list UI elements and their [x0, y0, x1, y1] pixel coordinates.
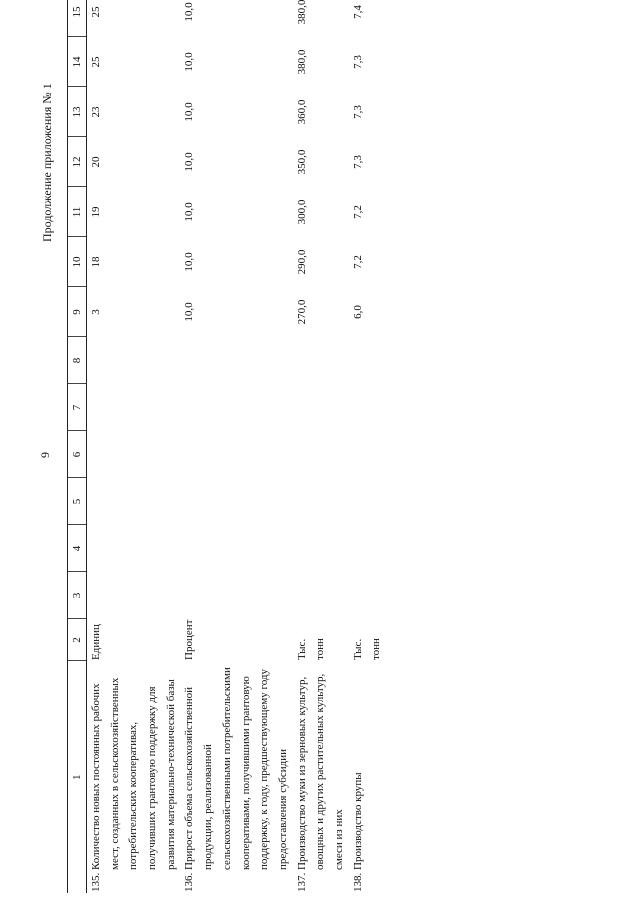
value-cell: 10,0: [183, 152, 196, 172]
header-cell: 4: [68, 525, 87, 572]
indicator-name: Количество новых постоянных рабочих мест, созданных в сельскохозяйственных потребительских кооперативах, получивших грантовую поддержку для развития материально-технической базы: [90, 677, 177, 870]
value-cell: [87, 572, 181, 619]
value-cell: [349, 384, 386, 431]
value-cell: [180, 384, 292, 431]
unit-cell: Тыс. тонн: [295, 638, 327, 660]
value-cell: [180, 478, 292, 525]
value-cell: 7,2: [351, 255, 364, 269]
header-cell: 11: [68, 187, 87, 237]
value-cell: 20: [90, 156, 102, 168]
header-cell: 6: [68, 431, 87, 478]
value-cell: 10,0: [183, 102, 196, 122]
unit-cell: Процент: [183, 619, 196, 660]
header-cell: 12: [68, 137, 87, 187]
value-cell: [180, 431, 292, 478]
value-cell: 10,0: [183, 52, 196, 72]
value-cell: [180, 525, 292, 572]
value-cell: [87, 525, 181, 572]
value-cell: 7,3: [351, 105, 364, 119]
header-cell: 15: [68, 0, 87, 37]
indicator-name: Производство крупы: [351, 772, 364, 870]
value-cell: 7,3: [351, 55, 364, 69]
table-row: [180, 0, 292, 893]
value-cell: [349, 431, 386, 478]
value-cell: [293, 431, 349, 478]
indicators-table-wrapper: [67, 0, 637, 893]
value-cell: 25: [90, 6, 102, 18]
value-cell: 23: [90, 106, 102, 118]
value-cell: 25: [90, 56, 102, 68]
table-row: [87, 0, 181, 893]
value-cell: 7,4: [351, 5, 364, 19]
row-number: 138.: [351, 872, 364, 892]
table-row: [293, 0, 349, 893]
value-cell: [349, 337, 386, 384]
header-cell: 9: [68, 287, 87, 337]
value-cell: 290,0: [295, 249, 308, 275]
value-cell: [349, 478, 386, 525]
value-cell: [293, 478, 349, 525]
value-cell: [349, 525, 386, 572]
value-cell: 360,0: [295, 99, 308, 125]
header-cell: 7: [68, 384, 87, 431]
unit-cell: Тыс. тонн: [351, 638, 383, 660]
value-cell: [87, 337, 181, 384]
value-cell: [87, 384, 181, 431]
value-cell: [87, 478, 181, 525]
value-cell: 7,3: [351, 155, 364, 169]
continuation-caption: Продолжение приложения № 1: [40, 83, 54, 242]
value-cell: 3: [90, 309, 102, 315]
value-cell: 10,0: [183, 252, 196, 272]
header-cell: 3: [68, 572, 87, 619]
value-cell: [180, 337, 292, 384]
value-cell: [293, 337, 349, 384]
value-cell: [349, 572, 386, 619]
value-cell: 380,0: [295, 49, 308, 75]
indicator-name: Производство муки из зерновых культур, овощных и других растительных культур, смеси из них: [295, 673, 345, 870]
value-cell: 7,2: [351, 205, 364, 219]
header-row: [68, 0, 87, 893]
value-cell: [293, 525, 349, 572]
unit-cell: Единиц: [90, 624, 102, 660]
header-cell: 13: [68, 87, 87, 137]
header-cell: 14: [68, 37, 87, 87]
value-cell: [293, 384, 349, 431]
value-cell: 10,0: [183, 302, 196, 322]
value-cell: 19: [90, 206, 102, 218]
row-number: 135.: [90, 872, 102, 892]
header-cell: 1: [68, 661, 87, 893]
indicator-name: Прирост объема сельскохозяйственной продукции, реализованной сельскохозяйственными потребительскими кооперативами, получившими грантовую поддержку, к году, предшествующему году предоставления субсидии: [183, 667, 289, 870]
row-number: 137.: [295, 872, 308, 892]
value-cell: 18: [90, 256, 102, 268]
row-number: 136.: [183, 872, 196, 892]
header-cell: 10: [68, 237, 87, 287]
value-cell: 10,0: [183, 2, 196, 22]
value-cell: [180, 572, 292, 619]
header-cell: 8: [68, 337, 87, 384]
header-cell: 5: [68, 478, 87, 525]
table-row: [349, 0, 386, 893]
value-cell: 350,0: [295, 149, 308, 175]
value-cell: 270,0: [295, 299, 308, 325]
value-cell: 380,0: [295, 0, 308, 25]
value-cell: 300,0: [295, 199, 308, 225]
page-number: 9: [38, 452, 52, 458]
value-cell: [293, 572, 349, 619]
value-cell: 6,0: [351, 305, 364, 319]
value-cell: 10,0: [183, 202, 196, 222]
indicators-table: [67, 0, 386, 893]
value-cell: [87, 431, 181, 478]
header-cell: 2: [68, 619, 87, 661]
